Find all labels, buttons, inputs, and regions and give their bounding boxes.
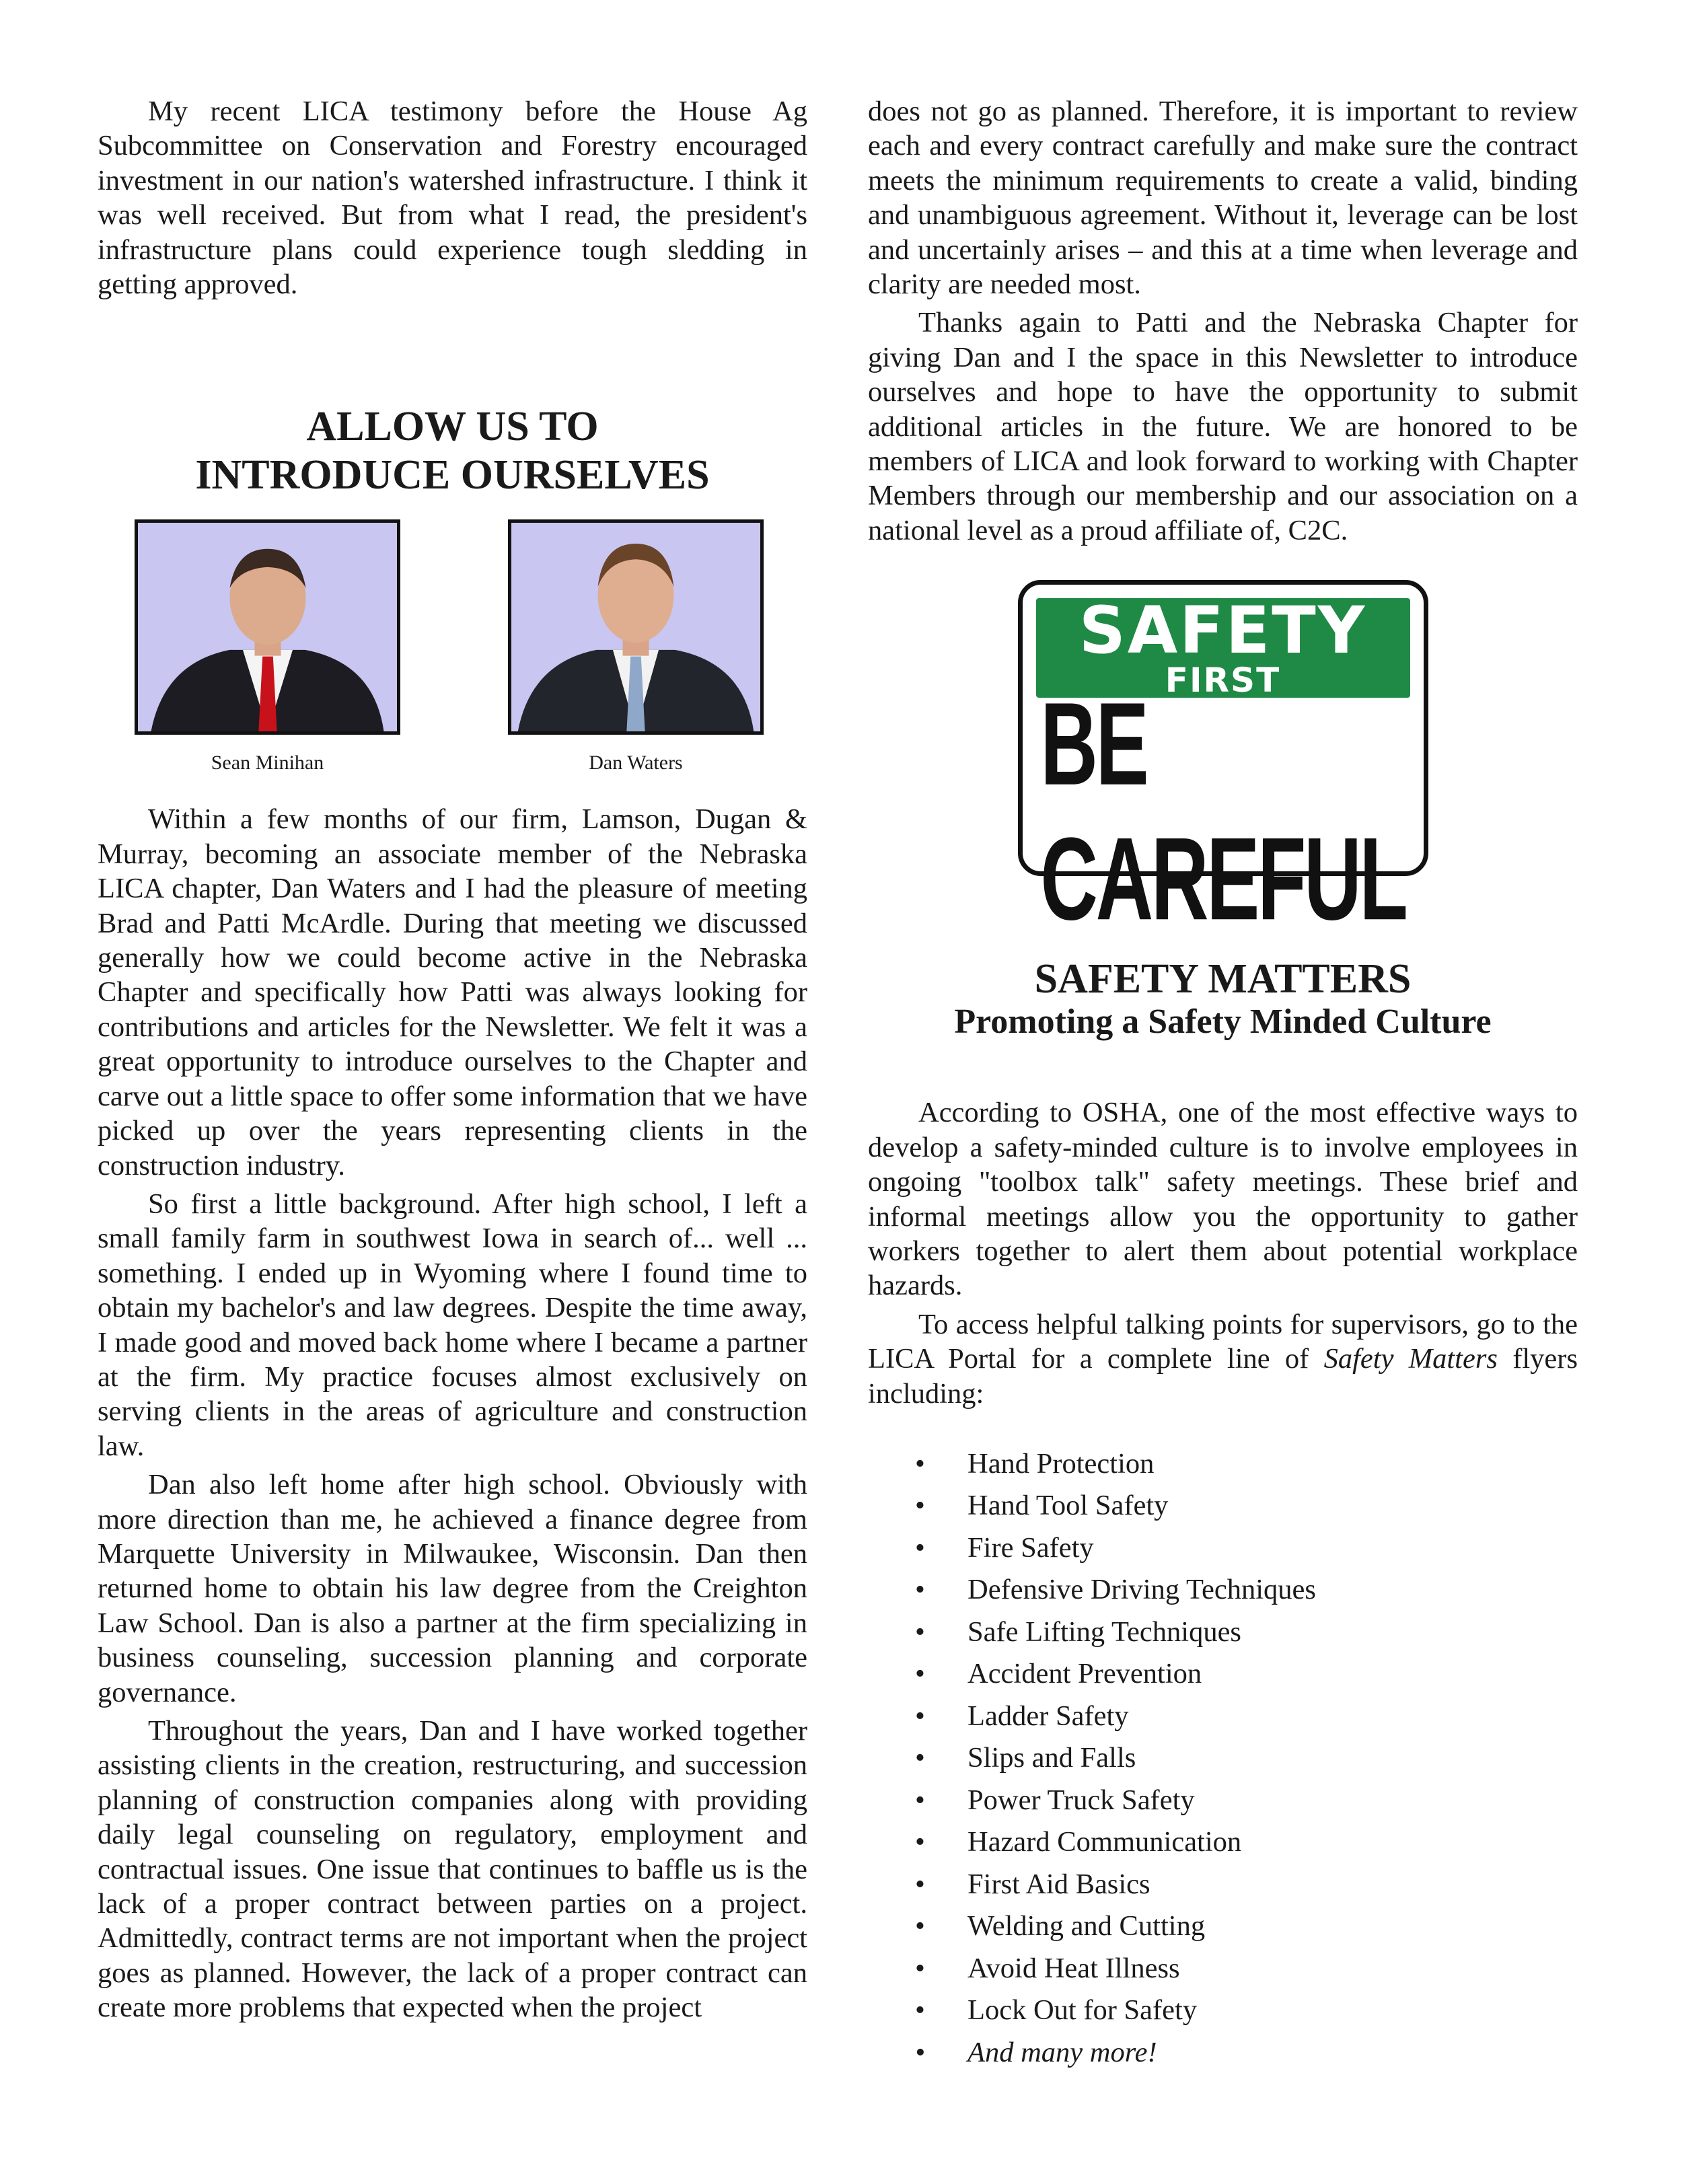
list-item: • Welding and Cutting xyxy=(868,1905,1578,1948)
dan-waters-photo xyxy=(508,519,764,735)
list-item: • Hand Tool Safety xyxy=(868,1485,1578,1527)
safety-first-sign xyxy=(1018,580,1428,945)
osha-paragraph: According to OSHA, one of the most effective ways to develop a safety-minded culture is to involve employees in ongoing "toolbox talk" safety meetings. These brief and informal meetings allow you the opportunity to gather workers together to alert them about potential workplace hazards. xyxy=(868,1097,1578,1302)
list-item: • Slips and Falls xyxy=(868,1737,1578,1780)
safety-matters-emphasis: Safety Matters xyxy=(1323,1343,1498,1375)
introduce-heading-line1: ALLOW US TO xyxy=(306,404,599,450)
intro-paragraph: My recent LICA testimony before the House Ag Subcommittee on Conservation and Forestry encouraged investment in our nation's watershed infrastructure. I think it was well received. But from what I read, the president's infrastructure plans could experience tough sledding in getting approved. xyxy=(98,96,807,301)
portrait-graphic xyxy=(511,523,760,731)
safety-matters-subheading: Promoting a Safety Minded Culture xyxy=(954,1003,1492,1042)
left-column xyxy=(98,94,807,2025)
list-item: • Avoid Heat Illness xyxy=(868,1948,1578,1990)
flyer-list xyxy=(868,1443,1578,2074)
list-item: • Ladder Safety xyxy=(868,1696,1578,1738)
portal-text-start: To access helpful talking points for supervisors, go to the LICA Portal for a complete line of xyxy=(868,1308,1578,1375)
sign-be-careful-text: BE CAREFUL xyxy=(1039,679,1406,945)
list-item: • Safe Lifting Techniques xyxy=(868,1611,1578,1654)
portrait-graphic xyxy=(138,523,397,731)
right-column xyxy=(868,94,1578,2074)
list-item: • Defensive Driving Techniques xyxy=(868,1569,1578,1611)
continued-paragraph: does not go as planned. Therefore, it is important to review each and every contract carefully and make sure the contract meets the minimum requirements to create a valid, binding and unambiguous agreement. Without it, leverage can be lost and uncertainly arises – and this at a time when leverage and clarity are needed most. xyxy=(868,96,1578,301)
safety-matters-heading: SAFETY MATTERS xyxy=(1034,956,1412,1003)
thanks-paragraph: Thanks again to Patti and the Nebraska Chapter for giving Dan and I the space in this Newsletter to introduce ourselves and hope to have the opportunity to submit additional articles in the future. We are honored to be members of LICA and look forward to working with Chapter Members through our membership and our association on a national level as a proud affiliate of, C2C. xyxy=(868,307,1578,546)
list-item: • Accident Prevention xyxy=(868,1653,1578,1696)
list-item: • Lock Out for Safety xyxy=(868,1990,1578,2032)
sean-minihan-photo xyxy=(135,519,400,735)
list-item: • Hazard Communication xyxy=(868,1821,1578,1864)
list-item-more: • And many more! xyxy=(868,2032,1578,2074)
photo-caption-dan: Dan Waters xyxy=(589,752,683,774)
sign-safety-text: SAFETY xyxy=(1078,593,1367,669)
list-item: • Hand Protection xyxy=(868,1443,1578,1486)
body-paragraph: Throughout the years, Dan and I have worked together assisting clients in the creation, restructuring, and succession planning of construction companies along with providing daily legal counseling on regulatory, employment and contractual issues. One issue that continues to baffle us is the lack of a proper contract between parties on a project. Admittedly, contract terms are not important when the project goes as planned. However, the lack of a proper contract can create more problems that expected when the project xyxy=(98,1715,807,2024)
sign-first-text: FIRST xyxy=(1165,661,1281,700)
author-photos xyxy=(98,519,807,802)
portal-text-end: flyers including: xyxy=(868,1343,1578,1410)
body-paragraph: Dan also left home after high school. Obviously with more direction than me, he achieved a finance degree from Marquette University in Milwaukee, Wisconsin. Dan then returned home to obtain his law degree from the Creighton Law School. Dan is also a partner at the firm specializing in business counseling, succession planning and corporate governance. xyxy=(98,1469,807,1708)
list-item: • Fire Safety xyxy=(868,1527,1578,1570)
list-item: • Power Truck Safety xyxy=(868,1780,1578,1822)
body-paragraph: So first a little background. After high school, I left a small family farm in southwest Iowa in search of... well ... something. I ended up in Wyoming where I found time to obtain my bachelor's and law degrees. Despite the time away, I made good and moved back home where I became a partner at the firm. My practice focuses almost exclusively on serving clients in the areas of agriculture and construction law. xyxy=(98,1188,807,1462)
introduce-heading xyxy=(98,402,807,499)
photo-caption-sean: Sean Minihan xyxy=(211,752,324,774)
safety-sign-wrapper xyxy=(868,580,1578,945)
portal-paragraph xyxy=(868,1307,1578,1411)
introduce-heading-line2: INTRODUCE OURSELVES xyxy=(195,452,710,499)
list-item: • First Aid Basics xyxy=(868,1864,1578,1906)
body-paragraph: Within a few months of our firm, Lamson, Dugan & Murray, becoming an associate member of the Nebraska LICA chapter, Dan Waters and I had the pleasure of meeting Brad and Patti McArdle. During that meeting we discussed generally how we could become active in the Nebraska Chapter and specifically how Patti was always looking for contributions and articles for the Newsletter. We felt it was a great opportunity to introduce ourselves to the Chapter and carve out a little space to offer some information that we have picked up over the years representing clients in the construction industry. xyxy=(98,803,807,1181)
